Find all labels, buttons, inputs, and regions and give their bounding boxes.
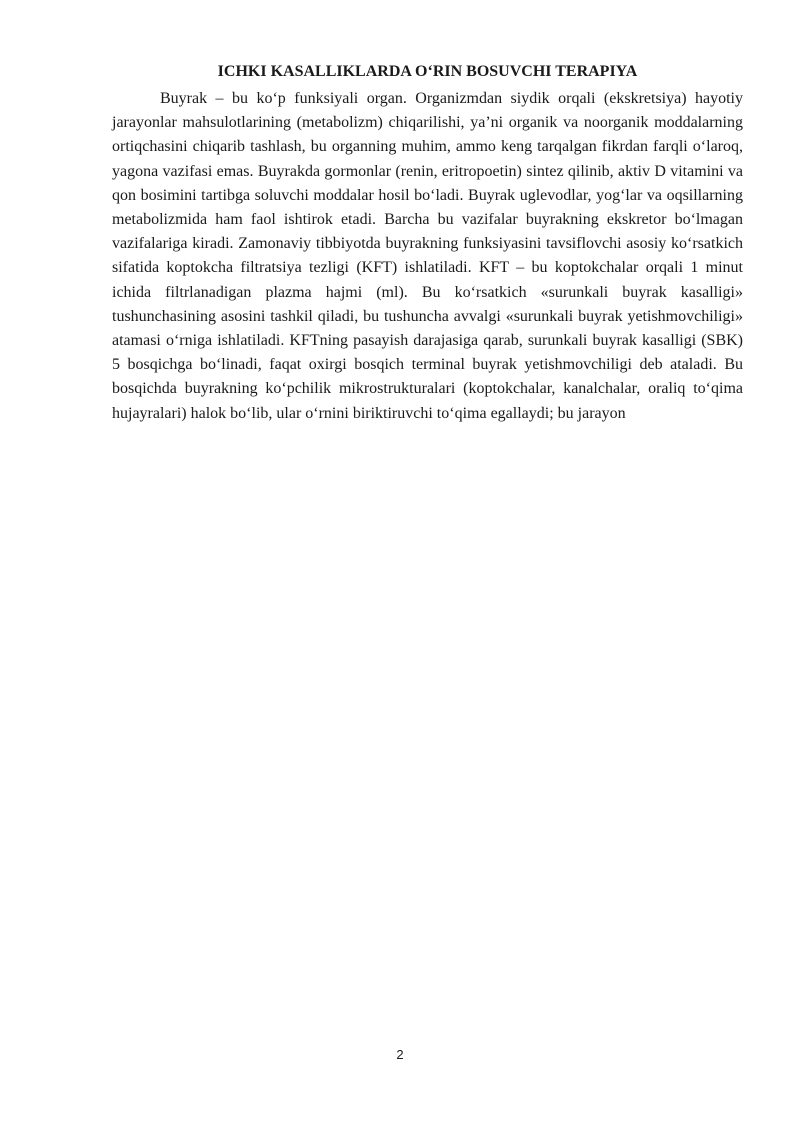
body-paragraph: Buyrak – bu ko‘p funksiyali organ. Organizmdan siydik orqali (ekskretsiya) hayotiy jarayonlar mahsulotlarining (metabolizm) chiqarilishi, ya’ni organik va noorganik moddalarning ortiqchasini chiqarib tashlash, bu organning muhim, ammo keng tarqalgan fikrdan farqli o‘laroq, yagona vazifasi emas. Buyrakda gormonlar (renin, eritropoetin) sintez qilinib, aktiv D vitamini va qon bosimini tartibga soluvchi moddalar hosil bo‘ladi. Buyrak uglevodlar, yog‘lar va oqsillarning metabolizmida ham faol ishtirok etadi. Barcha bu vazifalar buyrakning ekskretor bo‘lmagan vazifalariga kiradi. Zamonaviy tibbiyotda buyrakning funksiyasini tavsiflovchi asosiy ko‘rsatkich sifatida koptokcha filtratsiya tezligi (KFT) ishlatiladi. KFT – bu koptokchalar orqali 1 minut ichida filtrlanadigan plazma hajmi (ml). Bu ko‘rsatkich «surunkali buyrak kasalligi» tushunchasining asosini tashkil qiladi, bu tushuncha avvalgi «surunkali buyrak yetishmovchiligi» atamasi o‘rniga ishlatiladi. KFTning pasayish darajasiga qarab, surunkali buyrak kasalligi (SBK) 5 bosqichga bo‘linadi, faqat oxirgi bosqich terminal buyrak yetishmovchiligi deb ataladi. Bu bosqichda buyrakning ko‘pchilik mikrostrukturalari (koptokchalar, kanalchalar, oraliq to‘qima hujayralari) halok bo‘lib, ular o‘rnini biriktiruvchi to‘qima egallaydi; bu jarayon xyxy=(112,90,743,422)
page-title: ICHKI KASALLIKLARDA O‘RIN BOSUVCHI TERAPIYA xyxy=(217,63,638,80)
page-number: 2 xyxy=(396,1047,404,1062)
